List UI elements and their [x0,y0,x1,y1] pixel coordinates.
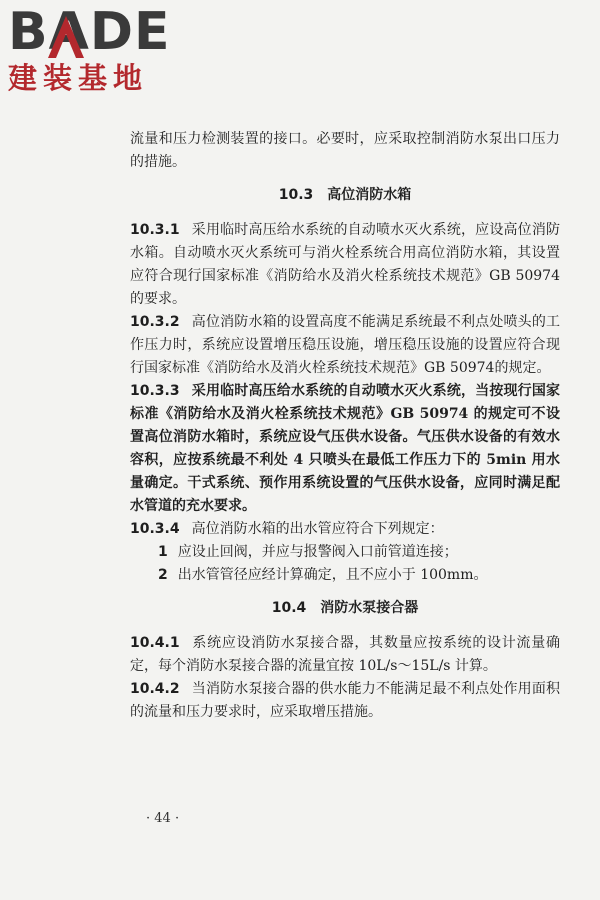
clause-number: 10.3.1 [130,222,180,238]
clause-number: 10.3.2 [130,314,180,330]
logo-a-mark-icon [46,14,86,60]
clause-number: 10.4.1 [130,635,180,651]
item-text: 出水管管径应经计算确定，且不应小于 100mm。 [177,567,488,583]
item-number: 1 [158,544,168,560]
clause-number: 10.3.3 [130,383,180,399]
clause-text: 高位消防水箱的设置高度不能满足系统最不利点处喷头的工作压力时，系统应设置增压稳压设施，增压稳压设施的设置应符合现行国家标准《消防给水及消火栓系统技术规范》GB 50974的规定。 [130,314,560,376]
list-item [130,564,560,587]
logo-subtitle: 建装基地 [8,61,149,95]
clause-text: 高位消防水箱的出水管应符合下列规定： [191,521,444,537]
page-number: · 44 · [146,811,180,826]
clause-text: 当消防水泵接合器的供水能力不能满足最不利点处作用面积的流量和压力要求时，应采取增压措施。 [130,681,560,720]
clause-text: 采用临时高压给水系统的自动喷水灭火系统，当按现行国家标准《消防给水及消火栓系统技术规范》GB 50974 的规定可不设置高位消防水箱时，系统应设气压供水设备。气压供水设备的有效水容积，应按系统最不利处 4 只喷头在最低工作压力下的 5min 用水量确定。干式系统、预作用系统设置的气压供水设备，应同时满足配水管道的充水要求。 [130,383,560,514]
logo-title: BADE [8,2,171,62]
clause-text: 系统应设消防水泵接合器，其数量应按系统的设计流量确定，每个消防水泵接合器的流量宜按 10L/s～15L/s 计算。 [130,635,560,674]
clause-10-3-2 [130,311,560,380]
clause-10-3-3 [130,380,560,518]
clause-number: 10.3.4 [130,521,180,537]
document-body [130,128,560,724]
clause-10-4-1 [130,632,560,678]
item-number: 2 [158,567,168,583]
section-title-10-3: 10.3 高位消防水箱 [278,187,412,203]
clause-10-4-2 [130,678,560,724]
bade-logo [4,2,194,102]
paragraph-intro: 流量和压力检测装置的接口。必要时，应采取控制消防水泵出口压力的措施。 [130,131,560,170]
clause-number: 10.4.2 [130,681,180,697]
item-text: 应设止回阀，并应与报警阀入口前管道连接； [177,544,458,560]
clause-text: 采用临时高压给水系统的自动喷水灭火系统，应设高位消防水箱。自动喷水灭火系统可与消火栓系统合用高位消防水箱，其设置应符合现行国家标准《消防给水及消火栓系统技术规范》GB 50974 的要求。 [130,222,560,307]
clause-10-3-1 [130,219,560,311]
section-title-10-4: 10.4 消防水泵接合器 [271,600,419,616]
clause-10-3-4 [130,518,560,541]
list-item [130,541,560,564]
